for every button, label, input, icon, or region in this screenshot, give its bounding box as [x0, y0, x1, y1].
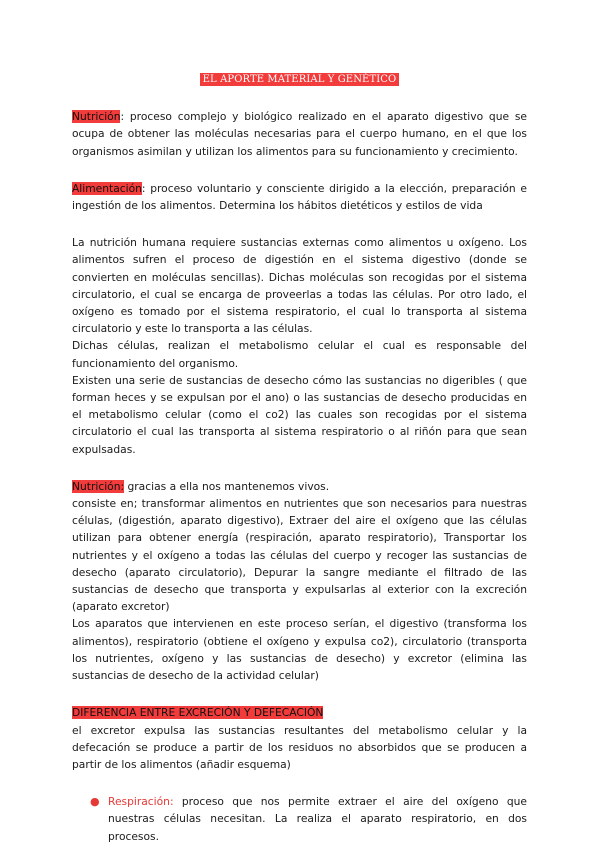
title-row — [72, 70, 527, 88]
term-alimentacion: Alimentación — [72, 181, 142, 195]
definition-alimentacion-text: : proceso voluntario y consciente dirigido a la elección, preparación e ingestión de los alimentos. Determina los hábitos dietéticos y estilos de vida — [72, 181, 527, 213]
list-item-respiracion — [90, 793, 527, 845]
term-nutricion: Nutrición — [72, 110, 121, 124]
definition-nutricion — [72, 108, 527, 160]
term-respiracion: Respiración: — [108, 795, 174, 809]
definition-nutricion-text: : proceso complejo y biológico realizado en el aparato digestivo que se ocupa de obtener las moléculas necesarias para el cuerpo humano, en el que los organismos asimilan y utilizan los alimentos para su funcionamiento y crecimiento. — [72, 110, 527, 158]
definition-nutricion-2 — [72, 478, 527, 495]
respiracion-text: proceso que nos permite extraer el aire del oxígeno que nuestras células necesitan. La realiza el aparato respiratorio, en dos procesos. — [108, 795, 527, 843]
definition-nutricion-2-text: gracias a ella nos mantenemos vivos. — [124, 479, 330, 493]
diferencia-heading: DIFERENCIA ENTRE EXCRECIÓN Y DEFECACIÓN — [72, 706, 324, 720]
spacer — [72, 214, 527, 234]
section-heading-diferencia — [72, 704, 527, 721]
spacer — [72, 773, 527, 793]
paragraph-consiste: consiste en; transformar alimentos en nutrientes que son necesarios para nuestras células, (digestión, aparato digestivo), Extraer del aire el oxígeno que las células utilizan para obtener energía (respiración, aparato respiratorio), Transportar los nutrientes y el oxígeno a todas las células del cuerpo y recoger las sustancias de desecho (aparato circulatorio), Depurar la sangre mediante el filtrado de las sustancias de desecho que transporta y expulsarlas al exterior con la excreción (aparato excretor) — [72, 497, 527, 614]
document-page — [72, 70, 527, 845]
bullet-dot-icon: ● — [90, 795, 100, 809]
spacer — [72, 160, 527, 180]
spacer — [72, 458, 527, 478]
paragraph-nutricion-humana: La nutrición humana requiere sustancias externas como alimentos u oxígeno. Los alimentos sufren el proceso de digestión en el sistema digestivo (donde se convierten en moléculas sencillas). Dichas moléculas son recogidas por el sistema circulatorio, el cual se encarga de proveerlas a todas las células. Por otro lado, el oxígeno es tomado por el sistema respiratorio, el cual lo transporta al sistema circulatorio y este lo transporta a las células. — [72, 236, 527, 336]
term-nutricion-2: Nutrición: — [72, 479, 125, 493]
spacer — [72, 684, 527, 704]
paragraph-metabolismo: Dichas células, realizan el metabolismo celular el cual es responsable del funcionamiento del organismo. — [72, 339, 527, 370]
definition-alimentacion — [72, 180, 527, 214]
bullet-list — [72, 793, 527, 845]
paragraph-aparatos: Los aparatos que intervienen en este proceso serían, el digestivo (transforma los alimentos), respiratorio (obtiene el oxígeno y expulsa co2), circulatorio (transporta los nutrientes, oxígeno y las sustancias de desecho) y excretor (elimina las sustancias de desecho de la actividad celular) — [72, 617, 527, 683]
document-title: EL APORTE MATERIAL Y GENÉTICO — [200, 73, 400, 86]
paragraph-diferencia: el excretor expulsa las sustancias resultantes del metabolismo celular y la defecación se produce a partir de los residuos no absorbidos que se producen a partir de los alimentos (añadir esquema) — [72, 723, 527, 771]
paragraph-desecho: Existen una serie de sustancias de desecho cómo las sustancias no digeribles ( que forman heces y se expulsan por el ano) o las sustancias de desecho producidas en el metabolismo celular (como el co2) las cuales son recogidas por el sistema circulatorio el cual las transporta al sistema respiratorio o al riñón para que sean expulsadas. — [72, 373, 527, 456]
